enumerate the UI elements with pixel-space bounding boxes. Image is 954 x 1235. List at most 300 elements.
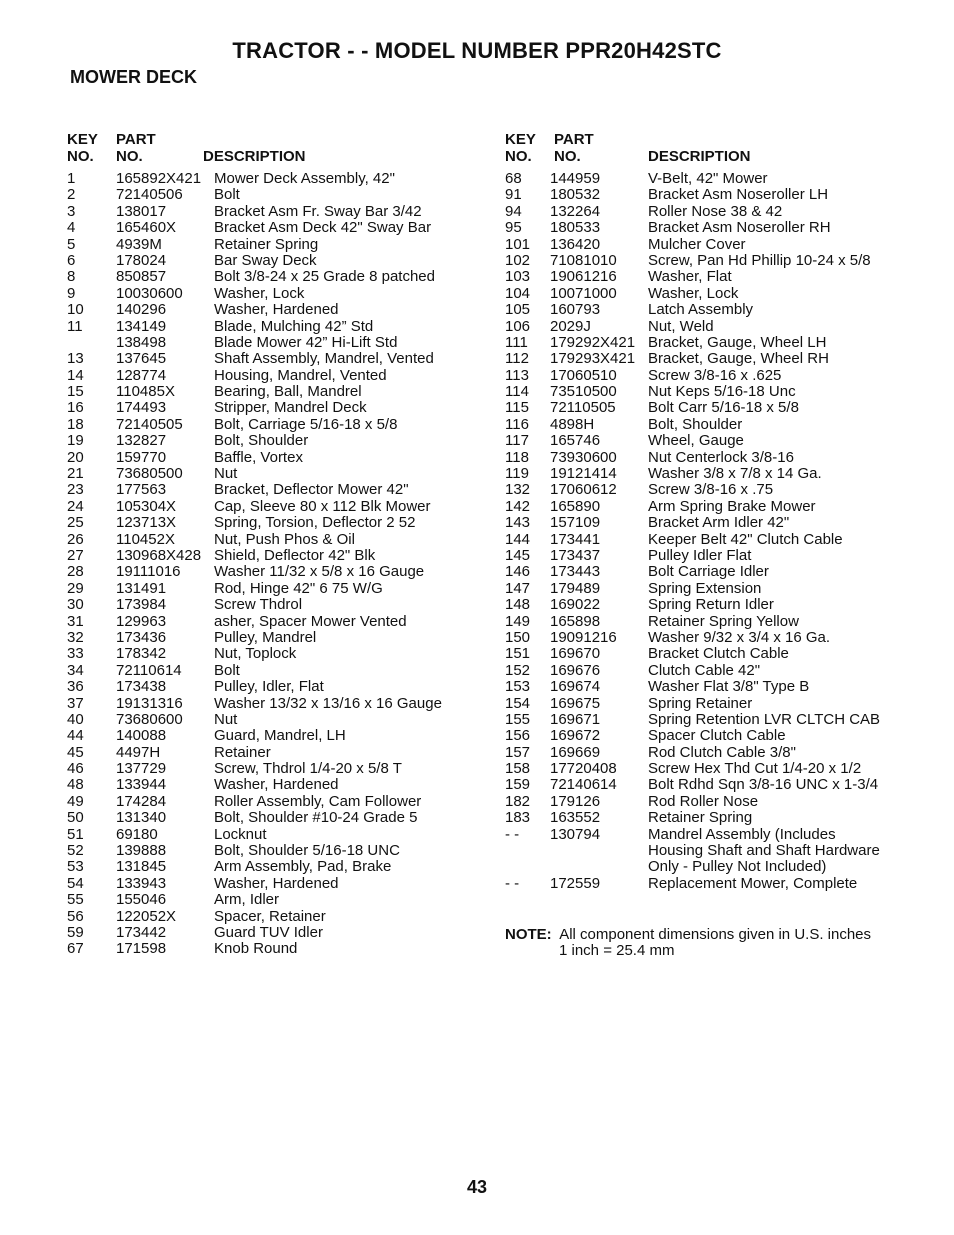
key-no-cell: 145 (505, 546, 531, 564)
key-no-cell: 91 (505, 186, 522, 204)
table-row (505, 515, 905, 531)
table-row (505, 269, 905, 285)
table-row (67, 286, 467, 302)
table-row (67, 319, 467, 335)
key-no-cell: 59 (67, 923, 84, 941)
key-no-cell: 56 (67, 907, 84, 925)
table-row (67, 499, 467, 515)
description-cell: Spacer, Retainer (214, 907, 326, 925)
description-cell: asher, Spacer Mower Vented (214, 612, 407, 630)
part-no-cell: 139888 (116, 842, 167, 860)
description-cell: Knob Round (214, 940, 298, 958)
description-cell: Bracket Arm Idler 42" (648, 514, 790, 532)
description-cell: Nut (214, 710, 238, 728)
key-no-cell: 21 (67, 465, 84, 483)
dimension-note (505, 927, 871, 960)
part-no-cell: 128774 (116, 366, 167, 384)
key-no-cell: 14 (67, 366, 84, 384)
part-no-cell: 160793 (550, 301, 601, 319)
description-cell: Screw, Pan Hd Phillip 10-24 x 5/8 (648, 251, 871, 269)
table-row (505, 532, 905, 548)
part-no-cell: 165892X421 (116, 170, 202, 187)
part-no-cell: 133943 (116, 874, 167, 892)
part-no-cell: 72140614 (550, 776, 617, 794)
part-no-cell: 122052X (116, 907, 177, 925)
part-header-line1: PART (116, 131, 156, 148)
part-no-cell: 173438 (116, 678, 167, 696)
description-cell: Nut (214, 465, 238, 483)
key-no-cell: 119 (505, 465, 529, 483)
key-no-cell: 152 (505, 661, 531, 679)
part-no-cell: 131491 (116, 579, 167, 597)
key-no-cell: 5 (67, 235, 76, 253)
table-row (67, 925, 467, 941)
part-no-cell: 850857 (116, 268, 167, 286)
description-cell: Only - Pulley Not Included) (648, 858, 827, 876)
part-no-cell: 131845 (116, 858, 167, 876)
key-no-cell: 155 (505, 710, 531, 728)
description-header: DESCRIPTION (203, 148, 306, 165)
description-cell: Bolt Rdhd Sqn 3/8-16 UNC x 1-3/4 (648, 776, 879, 794)
key-no-cell: 15 (67, 383, 84, 401)
part-no-cell: 4497H (116, 743, 161, 761)
key-no-cell: 159 (505, 776, 531, 794)
description-cell: Shaft Assembly, Mandrel, Vented (214, 350, 434, 368)
table-row (67, 728, 467, 744)
key-no-cell: 1 (67, 170, 76, 187)
description-cell: Bracket, Gauge, Wheel RH (648, 350, 829, 368)
key-no-cell: 28 (67, 563, 84, 581)
description-cell: Arm Spring Brake Mower (648, 497, 816, 515)
table-row (67, 400, 467, 416)
table-row (505, 450, 905, 466)
description-cell: Bracket Asm Noseroller RH (648, 219, 831, 237)
key-no-cell: 153 (505, 678, 531, 696)
part-no-cell: 17060612 (550, 481, 617, 499)
description-cell: Guard TUV Idler (214, 923, 323, 941)
key-no-cell: 146 (505, 563, 531, 581)
description-cell: Housing, Mandrel, Vented (214, 366, 387, 384)
part-no-cell: 73510500 (550, 383, 617, 401)
key-no-cell: 20 (67, 448, 84, 466)
description-cell: Bracket Asm Noseroller LH (648, 186, 829, 204)
key-no-cell: 31 (67, 612, 84, 630)
table-row (505, 614, 905, 630)
description-cell: Spring Extension (648, 579, 762, 597)
description-cell: Spacer Clutch Cable (648, 727, 786, 745)
key-no-cell: 113 (505, 366, 529, 384)
key-no-cell: 105 (505, 301, 531, 319)
part-no-cell: 136420 (550, 235, 601, 253)
description-cell: Washer 3/8 x 7/8 x 14 Ga. (648, 465, 822, 483)
description-cell: Bolt Carriage Idler (648, 563, 769, 581)
description-cell: Nut, Push Phos & Oil (214, 530, 355, 548)
part-no-cell: 169022 (550, 596, 601, 614)
part-no-cell: 144959 (550, 170, 601, 187)
table-row (67, 581, 467, 597)
part-no-cell: 73680600 (116, 710, 183, 728)
description-cell: Keeper Belt 42" Clutch Cable (648, 530, 843, 548)
key-no-cell: 148 (505, 596, 531, 614)
table-row (67, 777, 467, 793)
part-no-cell: 169670 (550, 645, 601, 663)
part-no-cell: 171598 (116, 940, 167, 958)
table-row (505, 384, 905, 400)
key-no-cell: 154 (505, 694, 531, 712)
key-no-cell: - - (505, 874, 520, 892)
part-no-cell: 138498 (116, 333, 167, 351)
part-no-cell: 110485X (116, 383, 175, 401)
table-row (505, 433, 905, 449)
table-row (505, 679, 905, 695)
part-no-cell: 165898 (550, 612, 601, 630)
part-no-cell: 129963 (116, 612, 167, 630)
description-cell: Retainer (214, 743, 271, 761)
section-title: MOWER DECK (70, 67, 197, 87)
table-row (67, 384, 467, 400)
key-no-cell: 29 (67, 579, 84, 597)
description-cell: Washer, Lock (648, 284, 739, 302)
part-no-cell: 19131316 (116, 694, 183, 712)
description-cell: Screw 3/8-16 x .75 (648, 481, 774, 499)
key-no-cell: 112 (505, 350, 529, 368)
description-cell: Nut Centerlock 3/8-16 (648, 448, 794, 466)
key-no-cell: 23 (67, 481, 84, 499)
part-no-cell: 19121414 (550, 465, 617, 483)
part-no-cell: 71081010 (550, 251, 617, 269)
part-no-cell: 177563 (116, 481, 167, 499)
description-cell: Nut Keps 5/16-18 Unc (648, 383, 796, 401)
key-no-cell: 33 (67, 645, 84, 663)
table-row (505, 302, 905, 318)
table-header (67, 131, 467, 169)
table-row (67, 827, 467, 843)
part-no-cell: 140296 (116, 301, 167, 319)
table-row (505, 319, 905, 335)
table-row (505, 597, 905, 613)
table-row (505, 400, 905, 416)
description-cell: Housing Shaft and Shaft Hardware (648, 842, 880, 860)
description-cell: Stripper, Mandrel Deck (214, 399, 367, 417)
part-no-cell: 169675 (550, 694, 601, 712)
description-cell: Washer 13/32 x 13/16 x 16 Gauge (214, 694, 442, 712)
key-no-cell: 3 (67, 202, 76, 220)
table-row (67, 663, 467, 679)
description-cell: Pulley, Idler, Flat (214, 678, 324, 696)
table-row (505, 171, 905, 187)
table-row (505, 548, 905, 564)
description-cell: Bar Sway Deck (214, 251, 317, 269)
key-no-cell: 6 (67, 251, 76, 269)
description-cell: Washer, Flat (648, 268, 732, 286)
key-no-cell: 19 (67, 432, 84, 450)
description-cell: Mower Deck Assembly, 42" (214, 170, 395, 187)
description-cell: Retainer Spring (648, 809, 753, 827)
description-cell: Replacement Mower, Complete (648, 874, 858, 892)
table-row (67, 810, 467, 826)
description-cell: Cap, Sleeve 80 x 112 Blk Mower (214, 497, 431, 515)
table-row (67, 466, 467, 482)
note-label: NOTE: (505, 926, 552, 943)
table-row (67, 204, 467, 220)
table-row (67, 876, 467, 892)
table-row (505, 859, 905, 875)
table-row (67, 548, 467, 564)
description-cell: Pulley, Mandrel (214, 628, 317, 646)
part-no-cell: 123713X (116, 514, 177, 532)
key-no-cell: 142 (505, 497, 531, 515)
description-cell: Bolt 3/8-24 x 25 Grade 8 patched (214, 268, 435, 286)
part-no-cell: 69180 (116, 825, 158, 843)
key-no-cell: 147 (505, 579, 531, 597)
table-row (505, 630, 905, 646)
key-no-cell: 158 (505, 760, 531, 778)
part-no-cell: 180532 (550, 186, 601, 204)
description-cell: Bolt (214, 661, 240, 679)
table-row (67, 433, 467, 449)
part-no-cell: 169672 (550, 727, 601, 745)
key-no-cell: 51 (67, 825, 84, 843)
description-cell: Washer, Hardened (214, 874, 339, 892)
description-cell: Screw 3/8-16 x .625 (648, 366, 782, 384)
part-no-cell: 72110505 (550, 399, 616, 417)
table-row (67, 564, 467, 580)
part-no-cell: 173436 (116, 628, 167, 646)
part-no-cell: 178342 (116, 645, 167, 663)
part-no-cell: 173984 (116, 596, 167, 614)
key-no-cell: 46 (67, 760, 84, 778)
part-no-cell: 130794 (550, 825, 601, 843)
part-no-cell: 132264 (550, 202, 601, 220)
part-no-cell: 173437 (550, 546, 601, 564)
part-no-cell: 140088 (116, 727, 167, 745)
table-row (505, 745, 905, 761)
part-no-cell: 165460X (116, 219, 177, 237)
key-no-cell: 2 (67, 186, 76, 204)
part-no-cell: 179126 (550, 792, 601, 810)
part-no-cell: 134149 (116, 317, 167, 335)
table-row (67, 237, 467, 253)
part-no-cell: 163552 (550, 809, 601, 827)
description-cell: Arm Assembly, Pad, Brake (214, 858, 392, 876)
part-no-cell: 72140505 (116, 415, 183, 433)
table-row (67, 515, 467, 531)
description-cell: Bolt, Shoulder 5/16-18 UNC (214, 842, 400, 860)
description-cell: Screw Thdrol (214, 596, 303, 614)
parts-table-right (505, 131, 905, 892)
part-no-cell: 169671 (550, 710, 601, 728)
description-cell: Bracket Asm Deck 42" Sway Bar (214, 219, 432, 237)
part-no-cell: 110452X (116, 530, 175, 548)
table-row (505, 794, 905, 810)
key-no-cell: 95 (505, 219, 522, 237)
description-cell: Spring, Torsion, Deflector 2 52 (214, 514, 416, 532)
description-cell: Rod, Hinge 42" 6 75 W/G (214, 579, 383, 597)
table-row (67, 269, 467, 285)
key-no-cell: 53 (67, 858, 84, 876)
part-no-cell: 19061216 (550, 268, 617, 286)
table-row (505, 581, 905, 597)
part-no-cell: 133944 (116, 776, 167, 794)
table-row (505, 417, 905, 433)
description-cell: Clutch Cable 42" (648, 661, 761, 679)
part-no-cell: 179293X421 (550, 350, 636, 368)
table-row (505, 220, 905, 236)
description-cell: Spring Return Idler (648, 596, 774, 614)
key-no-cell: 144 (505, 530, 531, 548)
key-header-line2: NO. (505, 148, 532, 165)
table-row (505, 810, 905, 826)
key-no-cell: 48 (67, 776, 84, 794)
part-no-cell: 179489 (550, 579, 601, 597)
part-no-cell: 4898H (550, 415, 595, 433)
description-cell: Blade, Mulching 42” Std (214, 317, 374, 335)
key-header-line2: NO. (67, 148, 94, 165)
table-row (67, 335, 467, 351)
table-row (67, 794, 467, 810)
parts-table-left (67, 131, 467, 958)
table-row (505, 499, 905, 515)
description-cell: Rod Clutch Cable 3/8" (648, 743, 796, 761)
description-cell: Spring Retainer (648, 694, 753, 712)
key-no-cell: 115 (505, 399, 529, 417)
key-no-cell: 117 (505, 432, 529, 450)
key-no-cell: 49 (67, 792, 84, 810)
key-no-cell: 32 (67, 628, 84, 646)
part-no-cell: 173443 (550, 563, 601, 581)
key-no-cell: 149 (505, 612, 531, 630)
key-no-cell: 103 (505, 268, 531, 286)
table-row (505, 646, 905, 662)
description-cell: Blade Mower 42” Hi-Lift Std (214, 333, 398, 351)
part-no-cell: 169676 (550, 661, 601, 679)
table-row (67, 220, 467, 236)
part-no-cell: 159770 (116, 448, 167, 466)
description-cell: Bolt, Shoulder (648, 415, 743, 433)
key-header-line1: KEY (505, 131, 536, 148)
key-no-cell: 183 (505, 809, 531, 827)
table-row (505, 696, 905, 712)
description-cell: Washer, Hardened (214, 301, 339, 319)
part-no-cell: 180533 (550, 219, 601, 237)
page-title: TRACTOR - - MODEL NUMBER PPR20H42STC (232, 38, 722, 63)
key-no-cell: 10 (67, 301, 84, 319)
key-no-cell: 30 (67, 596, 84, 614)
part-no-cell: 4939M (116, 235, 162, 253)
description-cell: Washer 9/32 x 3/4 x 16 Ga. (648, 628, 831, 646)
part-no-cell: 73930600 (550, 448, 617, 466)
key-no-cell: - - (505, 825, 520, 843)
description-cell: Bolt (214, 186, 240, 204)
table-row (67, 892, 467, 908)
key-no-cell: 118 (505, 448, 529, 466)
table-row (67, 646, 467, 662)
table-row (67, 171, 467, 187)
key-no-cell: 55 (67, 891, 84, 909)
table-row (67, 941, 467, 957)
key-no-cell: 50 (67, 809, 84, 827)
part-no-cell: 105304X (116, 497, 177, 515)
table-row (67, 351, 467, 367)
table-row (505, 237, 905, 253)
key-no-cell: 150 (505, 628, 531, 646)
description-cell: Locknut (214, 825, 267, 843)
part-no-cell: 165890 (550, 497, 601, 515)
part-no-cell: 72140506 (116, 186, 183, 204)
key-no-cell: 13 (67, 350, 84, 368)
table-row (67, 450, 467, 466)
description-cell: Bolt Carr 5/16-18 x 5/8 (648, 399, 799, 417)
description-cell: Rod Roller Nose (648, 792, 759, 810)
page-number: 43 (466, 1177, 488, 1197)
table-row (505, 843, 905, 859)
part-header-line2: NO. (554, 148, 581, 165)
part-no-cell: 165746 (550, 432, 601, 450)
table-row (505, 712, 905, 728)
part-no-cell: 179292X421 (550, 333, 636, 351)
description-cell: Roller Assembly, Cam Follower (214, 792, 422, 810)
table-row (67, 532, 467, 548)
key-no-cell: 102 (505, 251, 531, 269)
description-cell: Screw, Thdrol 1/4-20 x 5/8 T (214, 760, 402, 778)
part-no-cell: 172559 (550, 874, 601, 892)
key-no-cell: 101 (505, 235, 531, 253)
key-no-cell: 34 (67, 661, 84, 679)
part-no-cell: 137645 (116, 350, 167, 368)
part-no-cell: 178024 (116, 251, 167, 269)
description-cell: Retainer Spring Yellow (648, 612, 799, 630)
description-cell: Washer, Hardened (214, 776, 339, 794)
part-no-cell: 155046 (116, 891, 167, 909)
description-cell: Washer 11/32 x 5/8 x 16 Gauge (214, 563, 425, 581)
table-row (505, 663, 905, 679)
description-cell: Pulley Idler Flat (648, 546, 752, 564)
part-no-cell: 2029J (550, 317, 591, 335)
table-row (67, 187, 467, 203)
part-header-line1: PART (554, 131, 594, 148)
key-no-cell: 151 (505, 645, 531, 663)
key-no-cell: 4 (67, 219, 76, 237)
key-no-cell: 52 (67, 842, 84, 860)
table-row (505, 827, 905, 843)
part-no-cell: 10030600 (116, 284, 183, 302)
key-no-cell: 8 (67, 268, 76, 286)
key-no-cell: 18 (67, 415, 84, 433)
part-no-cell: 17720408 (550, 760, 617, 778)
part-no-cell: 174493 (116, 399, 167, 417)
part-no-cell: 17060510 (550, 366, 617, 384)
key-no-cell: 40 (67, 710, 84, 728)
table-row (505, 482, 905, 498)
table-row (505, 351, 905, 367)
table-row (67, 843, 467, 859)
description-header: DESCRIPTION (648, 148, 751, 165)
table-row (67, 859, 467, 875)
table-row (505, 286, 905, 302)
description-cell: Spring Retention LVR CLTCH CAB (648, 710, 881, 728)
description-cell: Bracket Asm Fr. Sway Bar 3/42 (214, 202, 422, 220)
key-no-cell: 36 (67, 678, 84, 696)
table-row (67, 597, 467, 613)
description-cell: V-Belt, 42" Mower (648, 170, 768, 187)
part-no-cell: 137729 (116, 760, 167, 778)
table-body (67, 171, 467, 958)
key-no-cell: 44 (67, 727, 84, 745)
table-row (67, 712, 467, 728)
key-header-line1: KEY (67, 131, 98, 148)
description-cell: Nut, Toplock (214, 645, 297, 663)
description-cell: Washer Flat 3/8" Type B (648, 678, 810, 696)
